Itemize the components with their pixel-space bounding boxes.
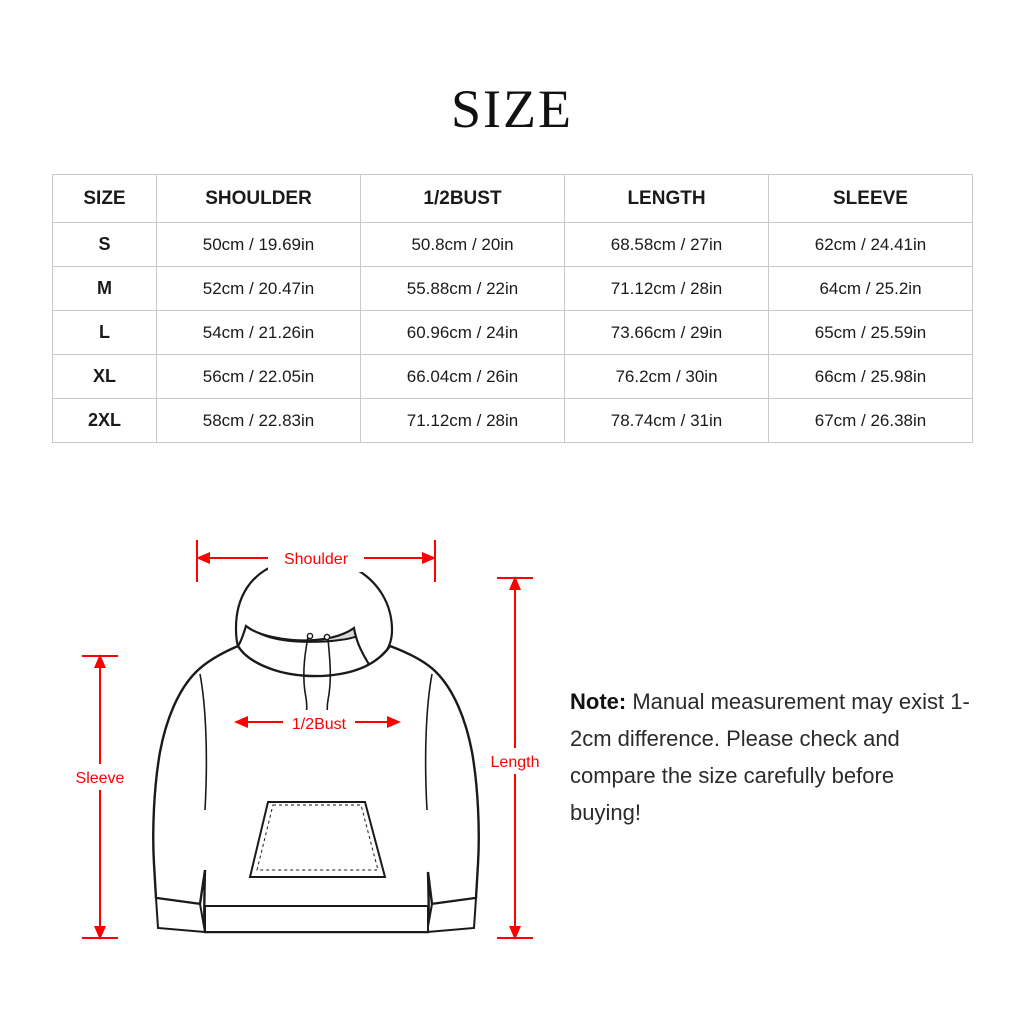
column-header-sleeve: SLEEVE bbox=[769, 175, 973, 223]
table-row bbox=[53, 223, 973, 267]
cell-bust: 55.88cm / 22in bbox=[361, 267, 565, 311]
cell-bust: 66.04cm / 26in bbox=[361, 355, 565, 399]
cell-shoulder: 50cm / 19.69in bbox=[157, 223, 361, 267]
size-chart-table bbox=[52, 174, 973, 443]
column-header-bust: 1/2BUST bbox=[361, 175, 565, 223]
kangaroo-pocket bbox=[250, 802, 385, 877]
cell-sleeve: 62cm / 24.41in bbox=[769, 223, 973, 267]
length-label: Length bbox=[490, 754, 540, 771]
cell-shoulder: 58cm / 22.83in bbox=[157, 399, 361, 443]
cell-length: 71.12cm / 28in bbox=[565, 267, 769, 311]
cell-sleeve: 67cm / 26.38in bbox=[769, 399, 973, 443]
shoulder-arrow-head-left bbox=[196, 552, 210, 564]
column-header-size: SIZE bbox=[53, 175, 157, 223]
hoodie-measurement-diagram bbox=[40, 500, 560, 970]
cell-shoulder: 52cm / 20.47in bbox=[157, 267, 361, 311]
cell-bust: 71.12cm / 28in bbox=[361, 399, 565, 443]
hoodie-illustration bbox=[153, 558, 479, 932]
table-row bbox=[53, 311, 973, 355]
cell-length: 76.2cm / 30in bbox=[565, 355, 769, 399]
column-header-shoulder: SHOULDER bbox=[157, 175, 361, 223]
cell-size: 2XL bbox=[53, 399, 157, 443]
eyelet-right bbox=[324, 634, 329, 639]
hem-band bbox=[205, 906, 428, 932]
page-title: SIZE bbox=[451, 79, 573, 139]
cell-sleeve: 65cm / 25.59in bbox=[769, 311, 973, 355]
eyelet-left bbox=[307, 633, 312, 638]
cell-shoulder: 56cm / 22.05in bbox=[157, 355, 361, 399]
cuff-left bbox=[156, 898, 205, 932]
cell-size: S bbox=[53, 223, 157, 267]
cell-sleeve: 64cm / 25.2in bbox=[769, 267, 973, 311]
table-row bbox=[53, 267, 973, 311]
cell-bust: 50.8cm / 20in bbox=[361, 223, 565, 267]
column-header-length: LENGTH bbox=[565, 175, 769, 223]
cell-length: 68.58cm / 27in bbox=[565, 223, 769, 267]
cell-shoulder: 54cm / 21.26in bbox=[157, 311, 361, 355]
cell-size: XL bbox=[53, 355, 157, 399]
cell-length: 78.74cm / 31in bbox=[565, 399, 769, 443]
table-row bbox=[53, 399, 973, 443]
note-text: Manual measurement may exist 1-2cm difference. Please check and compare the size carefully before buying! bbox=[570, 689, 970, 825]
cell-length: 73.66cm / 29in bbox=[565, 311, 769, 355]
table-row bbox=[53, 355, 973, 399]
cell-size: L bbox=[53, 311, 157, 355]
measurement-note bbox=[570, 683, 970, 831]
hood-outer bbox=[236, 558, 392, 666]
cell-sleeve: 66cm / 25.98in bbox=[769, 355, 973, 399]
note-label: Note: bbox=[570, 689, 627, 714]
sleeve-label: Sleeve bbox=[75, 770, 125, 787]
shoulder-label: Shoulder bbox=[283, 551, 349, 568]
table-header-row bbox=[53, 175, 973, 223]
cell-bust: 60.96cm / 24in bbox=[361, 311, 565, 355]
bust-label: 1/2Bust bbox=[291, 716, 347, 733]
shoulder-arrow-head-right bbox=[422, 552, 436, 564]
cell-size: M bbox=[53, 267, 157, 311]
cuff-right bbox=[427, 898, 476, 932]
